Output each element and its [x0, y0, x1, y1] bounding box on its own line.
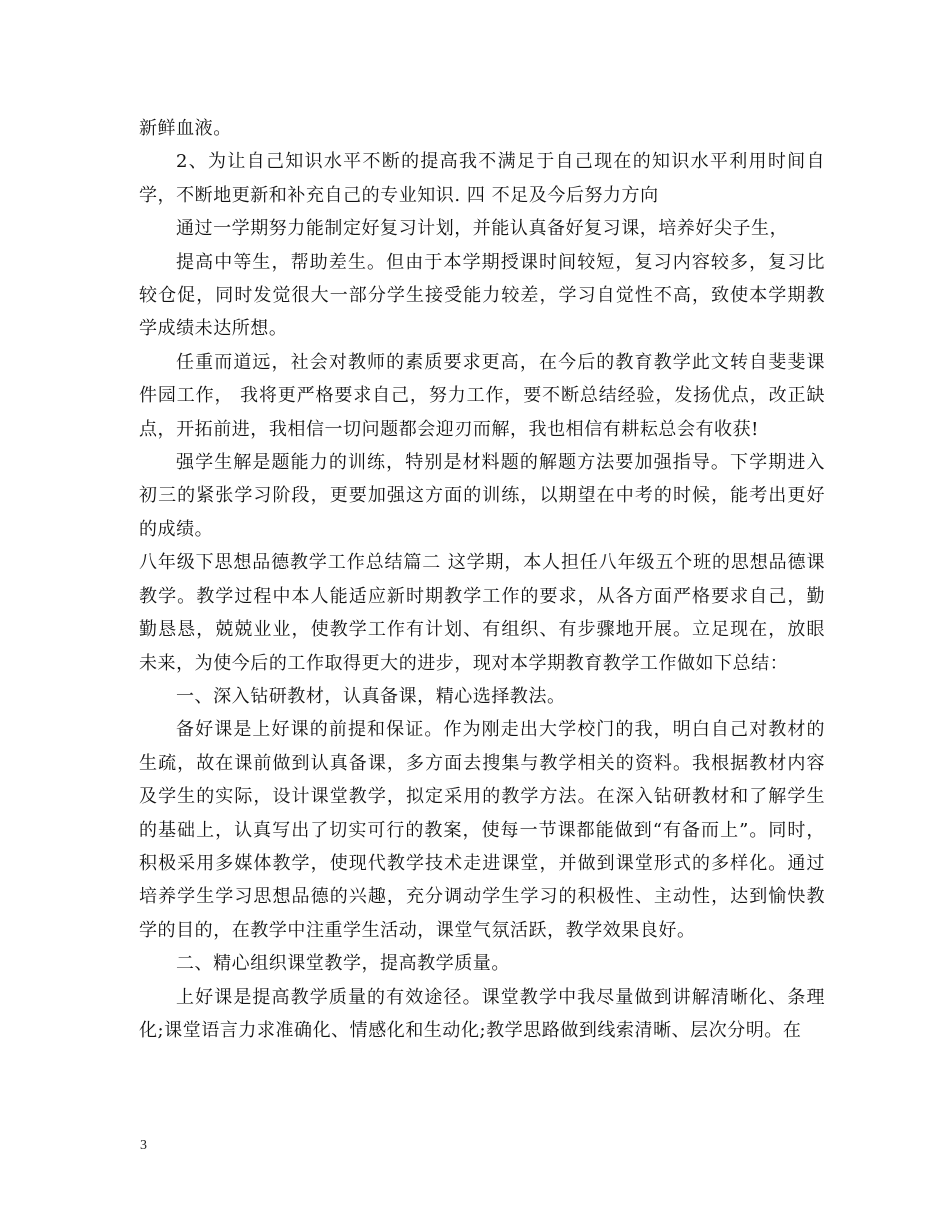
paragraph: 2、为让自己知识水平不断的提高我不满足于自己现在的知识水平利用时间自学，不断地更新和补充自己的专业知识. 四 不足及今后努力方向: [139, 151, 825, 206]
paragraph: 一、深入钻研教材，认真备课，精心选择教法。: [176, 685, 566, 707]
paragraph: 八年级下思想品德教学工作总结篇二 这学期，本人担任八年级五个班的思想品德课教学。教学过程中本人能适应新时期教学工作的要求，从各方面严格要求自己，勤勤恳恳，兢兢业业，使教学工作有计划、有组织、有步骤地开展。立足现在，放眼未来，为使今后的工作取得更大的进步，现对本学期教育教学工作做如下总结：: [139, 552, 825, 674]
paragraph: 强学生解是题能力的训练，特别是材料题的解题方法要加强指导。下学期进入初三的紧张学习阶段，更要加强这方面的训练，以期望在中考的时候，能考出更好的成绩。: [139, 452, 825, 540]
paragraph: 通过一学期努力能制定好复习计划，并能认真备好复习课，培养好尖子生，: [176, 218, 789, 240]
paragraph: 备好课是上好课的前提和保证。作为刚走出大学校门的我，明白自己对教材的生疏，故在课前做到认真备课，多方面去搜集与教学相关的资料。我根据教材内容及学生的实际，设计课堂教学，拟定采用的教学方法。在深入钻研教材和了解学生的基础上，认真写出了切实可行的教案，使每一节课都能做到“有备而上”。同时，积极采用多媒体教学，使现代教学技术走进课堂，并做到课堂形式的多样化。通过培养学生学习思想品德的兴趣，充分调动学生学习的积极性、主动性，达到愉快教学的目的，在教学中注重学生活动，课堂气氛活跃，教学效果良好。: [139, 719, 825, 941]
paragraph: 任重而道远，社会对教师的素质要求更高，在今后的教育教学此文转自斐斐课件园工作， 我将更严格要求自己，努力工作，要不断总结经验，发扬优点，改正缺点，开拓前进，我相信一切问题都会迎刃而解，我也相信有耕耘总会有收获!: [139, 351, 825, 440]
paragraph: 二、精心组织课堂教学，提高教学质量。: [176, 953, 510, 975]
paragraph: 上好课是提高教学质量的有效途径。课堂教学中我尽量做到讲解清晰化、条理化;课堂语言力求准确化、情感化和生动化;教学思路做到线索清晰、层次分明。在: [139, 986, 825, 1041]
document-body: [139, 112, 825, 1047]
paragraph: 新鲜血液。: [139, 118, 232, 139]
page-number: 3: [140, 1138, 147, 1153]
paragraph: 提高中等生，帮助差生。但由于本学期授课时间较短，复习内容较多，复习比较仓促，同时发觉很大一部分学生接受能力较差，学习自觉性不高，致使本学期教学成绩未达所想。: [139, 251, 825, 340]
